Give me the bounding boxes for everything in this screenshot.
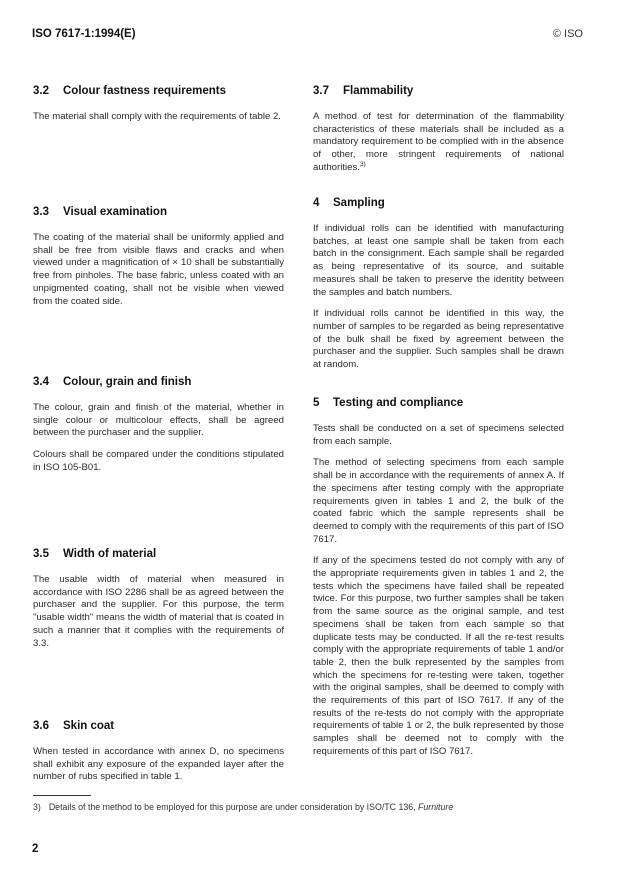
footnote-reference: 3)	[359, 160, 366, 168]
document-id: ISO 7617-1:1994(E)	[32, 28, 136, 40]
section-5	[313, 397, 564, 768]
section-3-5	[33, 548, 284, 659]
footnote-text: Details of the method to be employed for this purpose are under consideration by ISO/TC 136,	[48, 802, 419, 812]
section-heading: 3.4 Colour, grain and finish	[33, 376, 192, 388]
copyright-notice: © ISO	[552, 28, 583, 40]
section-heading: 5 Testing and compliance	[313, 397, 464, 409]
section-heading: 3.2 Colour fastness requirements	[33, 85, 226, 97]
page-number: 2	[32, 843, 39, 855]
section-3-6	[33, 720, 284, 793]
paragraph: The method of selecting specimens from each sample shall be in accordance with the requirements of annex A. If the specimens after testing comply with the appropriate requirements given in tables 1 and 2, the bulk of the coated fabric which the sample represents shall be deemed to comply with the requirements of this part of ISO 7617.	[313, 457, 564, 545]
section-3-3	[33, 206, 284, 317]
paragraph: The material shall comply with the requirements of table 2.	[33, 111, 281, 122]
paragraph: If individual rolls can be identified with manufacturing batches, at least one sample shall be taken from each batch in the consignment. Each sample shall be regarded as being representative of its source, and suitable measures shall be taken to preserve the identity between the samples and batch numbers.	[313, 223, 564, 298]
footnote	[33, 802, 453, 812]
section-3-4	[33, 376, 284, 484]
paragraph: When tested in accordance with annex D, no specimens shall exhibit any exposure of the expanded layer after the number of rubs specified in table 1.	[33, 746, 284, 783]
section-3-2	[33, 85, 284, 133]
footnote-number: 3)	[33, 802, 41, 812]
section-3-7	[313, 85, 564, 184]
paragraph: If any of the specimens tested do not comply with any of the appropriate requirements given in tables 1 and 2, the tests which the specimens have failed shall be repeated twice. For this purpose, two further samples shall be taken from the same source as the original sample, and test specimens shall be taken from each sample so that duplicate tests may be conducted. If all the re-test results comply with the appropriate requirements of table 1 and/or table 2, then the bulk represented by the samples from which the specimens for re-testing were taken, together with the original samples, shall be deemed to comply with the requirements of this part of ISO 7617. If any of the results of the re-tests do not comply with the appropriate requirements of table 1 or 2, the bulk represented by those samples shall be deemed not to comply with the requirements of this part of ISO 7617.	[313, 555, 564, 757]
paragraph: The usable width of material when measured in accordance with ISO 2286 shall be as agreed between the purchaser and the supplier. For this purpose, the term "usable width" means the width of material that is coated in such a manner that it complies with the requirements of 3.3.	[33, 574, 284, 649]
paragraph: If individual rolls cannot be identified in this way, the number of samples to be regarded as being representative of the bulk shall be fixed by agreement between the purchaser and the supplier. Such samples shall be drawn at random.	[313, 308, 564, 371]
footnote-italic: Furniture	[418, 802, 454, 812]
paragraph: A method of test for determination of the flammability characteristics of these materials shall be included as a mandatory requirement to be complied with in the absence of other, more stringent requirements of national authorities.$^{3)}$	[313, 111, 564, 173]
section-heading: 3.5 Width of material	[33, 548, 157, 560]
section-heading: 3.6 Skin coat	[33, 720, 115, 732]
section-heading: 3.3 Visual examination	[33, 206, 167, 218]
paragraph: The coating of the material shall be uniformly applied and shall be free from visible flaws and cracks and when viewed under a magnification of × 10 shall be substantially free from pinholes. The base fabric, unless coated with an unpigmented coating, shall not be visible when viewed from the coated side.	[33, 232, 284, 307]
paragraph: The colour, grain and finish of the material, whether in single colour or multicolour effects, shall be agreed between the purchaser and the supplier.	[33, 402, 284, 439]
paragraph: Tests shall be conducted on a set of specimens selected from each sample.	[313, 423, 564, 447]
section-4	[313, 197, 564, 381]
section-heading: 4 Sampling	[313, 197, 385, 209]
footnote-divider	[33, 795, 91, 796]
section-heading: 3.7 Flammability	[313, 85, 414, 97]
paragraph: Colours shall be compared under the conditions stipulated in ISO 105-B01.	[33, 449, 284, 473]
